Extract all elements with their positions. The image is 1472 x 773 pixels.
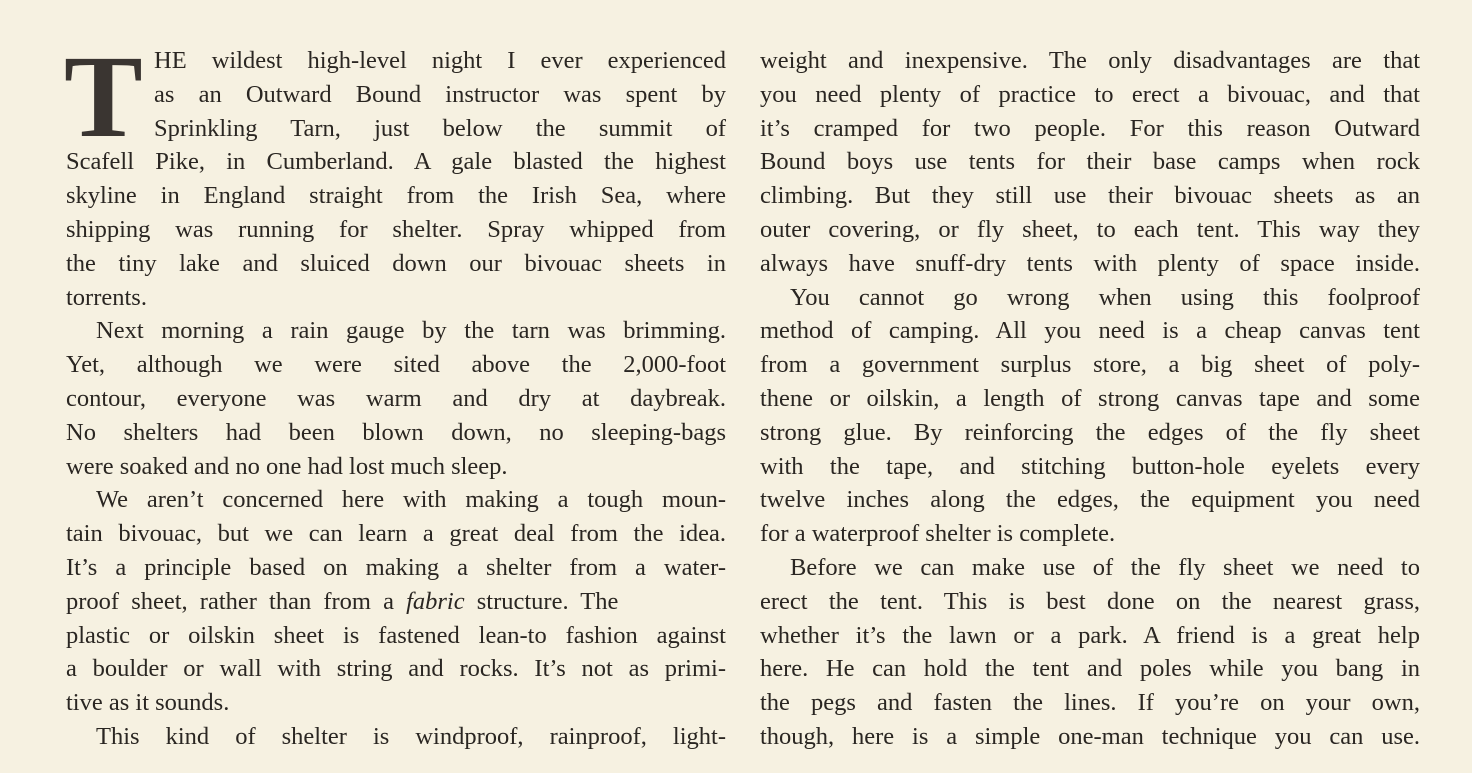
text-line: the pegs and fasten the lines. If you’re on your own, — [760, 689, 1420, 717]
drop-cap: T — [64, 31, 143, 162]
text-line: This kind of shelter is windproof, rainproof, light- — [96, 722, 726, 750]
text-line: here. He can hold the tent and poles while you bang in — [760, 655, 1420, 683]
paragraph-4-continued — [760, 44, 1420, 281]
text-line: plastic or oilskin sheet is fastened lean-to fashion against — [66, 621, 726, 649]
text-line: from a government surplus store, a big sheet of poly- — [760, 351, 1420, 379]
text-line — [66, 585, 726, 619]
text-line: tain bivouac, but we can learn a great deal from the idea. — [66, 520, 726, 548]
text-line: Next morning a rain gauge by the tarn was brimming. — [96, 317, 726, 345]
text-line: HE wildest high-level night I ever experienced — [154, 47, 726, 74]
text-line: torrents. — [66, 283, 147, 311]
right-column — [760, 44, 1420, 754]
text-line: outer covering, or fly sheet, to each tent. This way they — [760, 215, 1420, 243]
text-line: a boulder or wall with string and rocks. It’s not as primi- — [66, 655, 726, 683]
text-line: were soaked and no one had lost much sleep. — [66, 452, 508, 480]
text-line: method of camping. All you need is a cheap canvas tent — [760, 317, 1420, 345]
paragraph-6 — [760, 551, 1420, 754]
text-line: tive as it sounds. — [66, 689, 230, 717]
text-line: thene or oilskin, a length of strong canvas tape and some — [760, 384, 1420, 412]
paragraph-3 — [66, 483, 726, 720]
text-line: Sprinkling Tarn, just below the summit of — [154, 114, 726, 142]
text-line: climbing. But they still use their bivouac sheets as an — [760, 182, 1420, 210]
text-line: the tiny lake and sluiced down our bivouac sheets in — [66, 249, 726, 277]
left-column — [64, 31, 726, 754]
text-segment: proof sheet, rather than from a — [66, 587, 407, 615]
text-line: whether it’s the lawn or a park. A friend is a great help — [760, 621, 1420, 649]
text-line: Before we can make use of the fly sheet we need to — [790, 553, 1420, 581]
text-line: skyline in England straight from the Irish Sea, where — [66, 182, 726, 210]
italic-word: fabric — [406, 587, 465, 615]
paragraph-2 — [66, 314, 726, 483]
text-line: it’s cramped for two people. For this reason Outward — [760, 114, 1420, 142]
text-line: weight and inexpensive. The only disadvantages are that — [760, 47, 1420, 74]
text-line: We aren’t concerned here with making a tough moun- — [96, 486, 726, 514]
text-line: for a waterproof shelter is complete. — [760, 520, 1116, 548]
text-line: No shelters had been blown down, no sleeping-bags — [66, 418, 726, 446]
text-line: You cannot go wrong when using this foolproof — [790, 283, 1420, 311]
text-line: always have snuff-dry tents with plenty of space inside. — [760, 249, 1420, 277]
text-line: as an Outward Bound instructor was spent by — [154, 80, 726, 108]
text-line: Bound boys use tents for their base camps when rock — [760, 148, 1420, 176]
text-line: strong glue. By reinforcing the edges of the fly sheet — [760, 418, 1420, 446]
text-segment: structure. The — [464, 587, 619, 615]
text-line: shipping was running for shelter. Spray whipped from — [66, 215, 726, 243]
text-line: twelve inches along the edges, the equipment you need — [760, 486, 1420, 514]
text-line: you need plenty of practice to erect a bivouac, and that — [760, 80, 1420, 108]
text-line: though, here is a simple one-man technique you can use. — [760, 722, 1420, 750]
text-line: with the tape, and stitching button-hole eyelets every — [760, 452, 1420, 480]
paragraph-5 — [760, 281, 1420, 551]
paragraph-4 — [66, 720, 726, 754]
paragraph-1 — [64, 31, 726, 314]
text-line: erect the tent. This is best done on the nearest grass, — [760, 587, 1420, 615]
text-line: Scafell Pike, in Cumberland. A gale blasted the highest — [66, 148, 726, 176]
text-line: It’s a principle based on making a shelter from a water- — [66, 553, 726, 581]
text-line: Yet, although we were sited above the 2,000-foot — [66, 351, 726, 379]
text-line: contour, everyone was warm and dry at daybreak. — [66, 384, 726, 412]
